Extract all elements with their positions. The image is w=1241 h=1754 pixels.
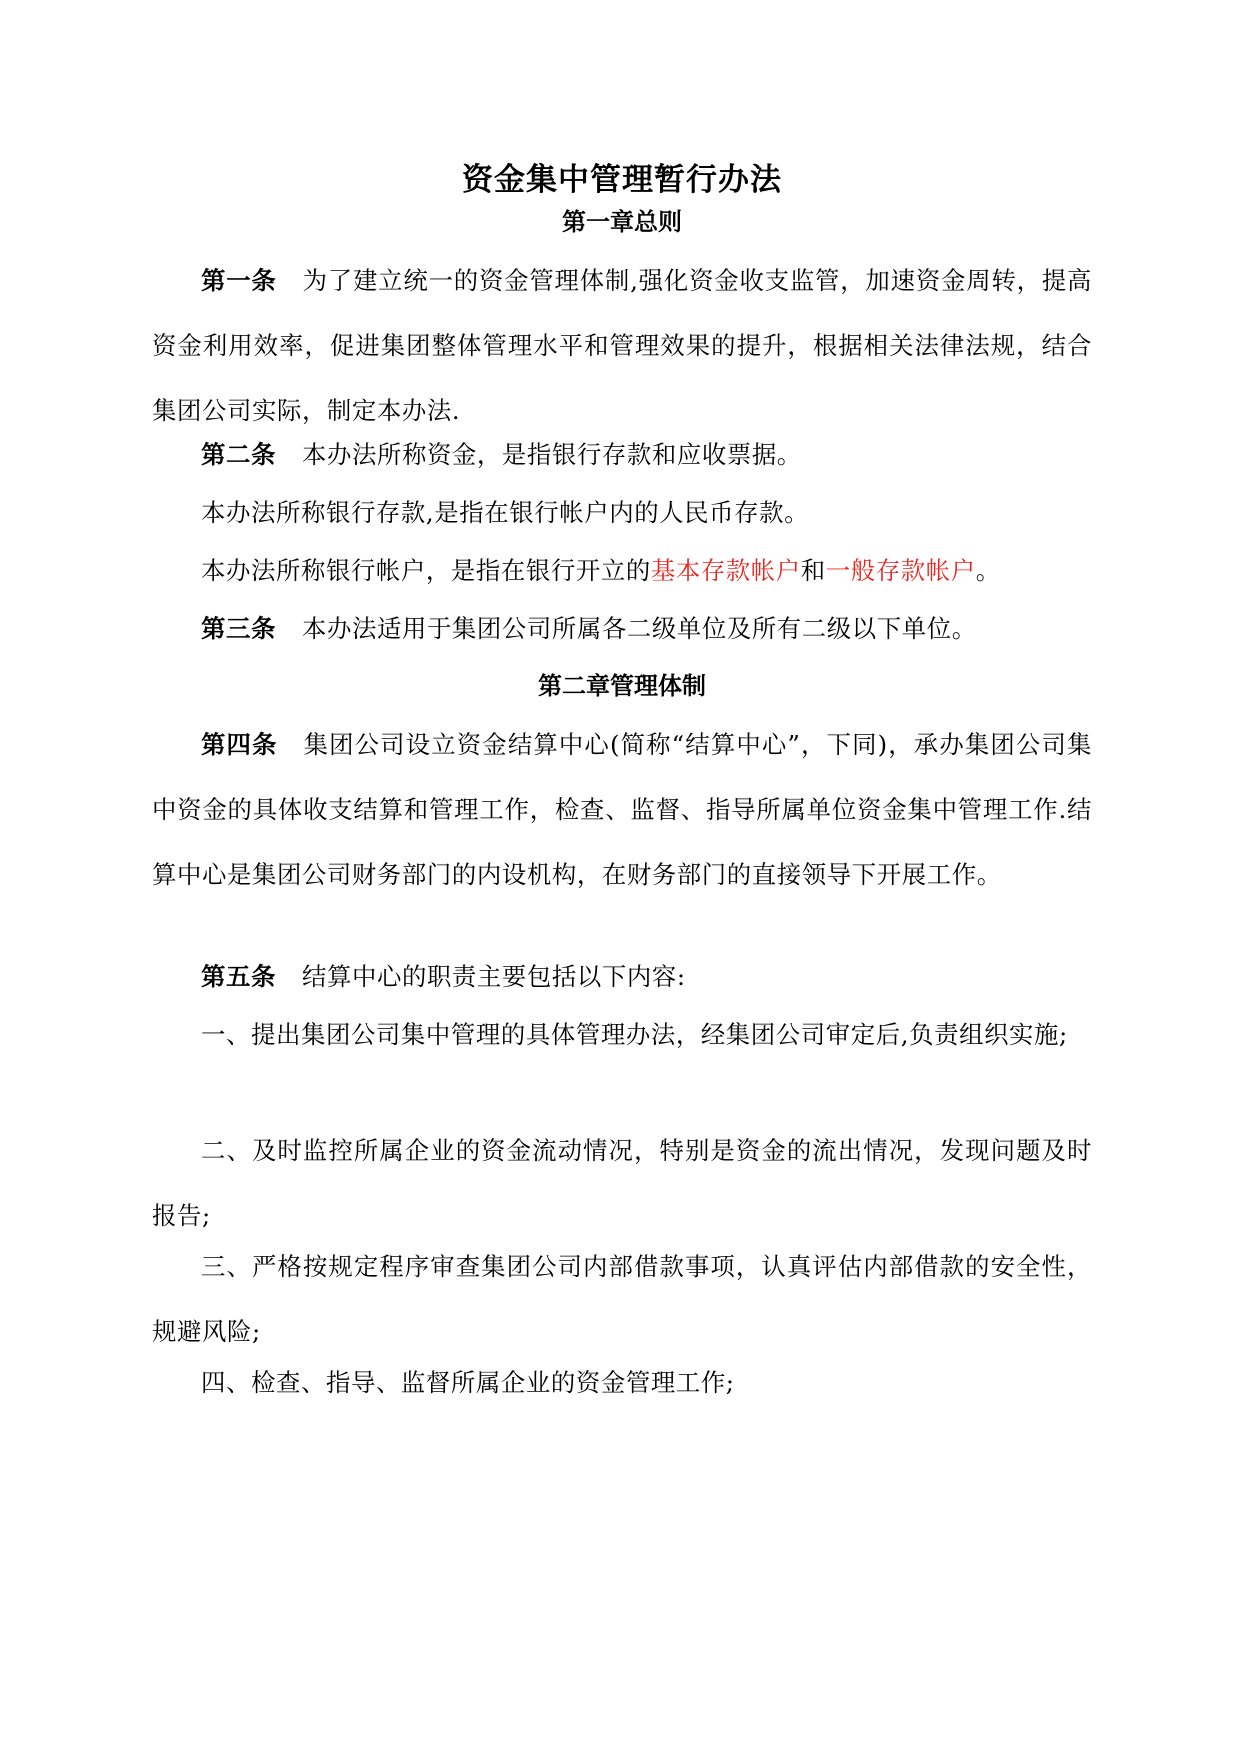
article-3-text: 本办法适用于集团公司所属各二级单位及所有二级以下单位。 [301, 614, 977, 643]
article-5 [152, 944, 1092, 1009]
article-2-para3-suffix: 。 [975, 556, 1001, 585]
article-5-item-1: 一、提出集团公司集中管理的具体管理办法，经集团公司审定后,负责组织实施; [201, 1020, 1068, 1049]
article-5-item-4: 四、检查、指导、监督所属企业的资金管理工作; [201, 1368, 735, 1397]
article-4 [152, 712, 1092, 907]
article-1-label: 第一条 [201, 266, 277, 295]
chapter-2-heading: 第二章管理体制 [538, 672, 706, 700]
article-2 [152, 422, 1092, 487]
article-1 [152, 248, 1092, 443]
document-page [152, 0, 1092, 1754]
general-deposit-account-term: 一般存款帐户 [825, 556, 976, 585]
chapter-1-heading: 第一章总则 [562, 208, 682, 236]
article-2-paragraph-2: 本办法所称银行存款,是指在银行帐户内的人民币存款。 [201, 498, 810, 527]
article-2-text: 本办法所称资金，是指银行存款和应收票据。 [301, 440, 802, 469]
article-5-label: 第五条 [201, 962, 276, 991]
article-3-label: 第三条 [201, 614, 276, 643]
article-2-para3-mid: 和 [800, 556, 826, 585]
article-2-label: 第二条 [201, 440, 276, 469]
article-3 [152, 596, 1092, 661]
article-4-label: 第四条 [201, 730, 278, 759]
article-2-paragraph-3 [152, 538, 1092, 603]
article-5-text: 结算中心的职责主要包括以下内容: [301, 962, 686, 991]
article-1-text: 为了建立统一的资金管理体制,强化资金收支监管，加速资金周转，提高资金利用效率，促进集团整体管理水平和管理效果的提升，根据相关法律法规，结合集团公司实际，制定本办法. [152, 266, 1092, 425]
article-5-item-2: 二、及时监控所属企业的资金流动情况，特别是资金的流出情况，发现问题及时报告; [152, 1136, 1092, 1230]
article-2-para3-prefix: 本办法所称银行帐户，是指在银行开立的 [201, 556, 651, 585]
basic-deposit-account-term: 基本存款帐户 [650, 556, 801, 585]
article-5-item-3: 三、严格按规定程序审查集团公司内部借款事项，认真评估内部借款的安全性，规避风险; [152, 1252, 1092, 1346]
document-title: 资金集中管理暂行办法 [462, 162, 782, 198]
article-4-text: 集团公司设立资金结算中心(简称“结算中心”，下同)，承办集团公司集中资金的具体收支结算和管理工作，检查、监督、指导所属单位资金集中管理工作.结算中心是集团公司财务部门的内设机构，在财务部门的直接领导下开展工作。 [152, 730, 1092, 889]
